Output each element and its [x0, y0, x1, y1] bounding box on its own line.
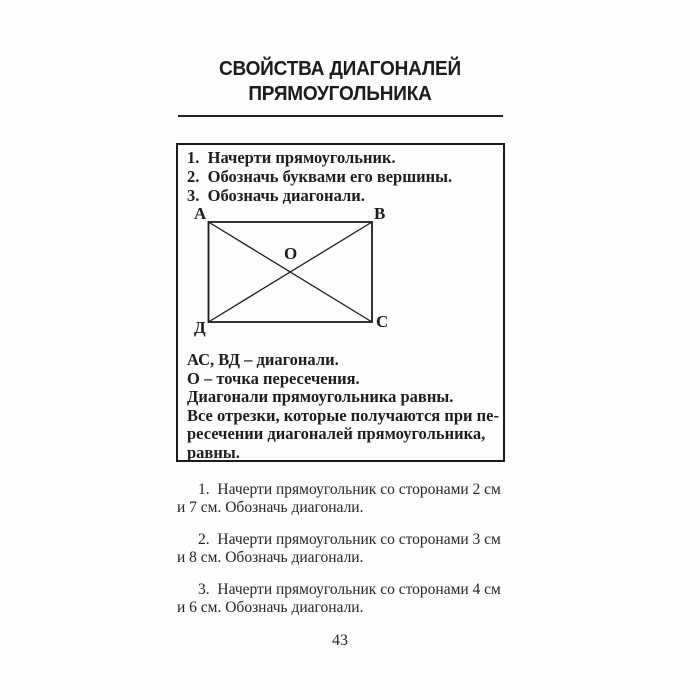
exercises-list	[177, 481, 517, 631]
step-item: 3. Обозначь диагонали.	[187, 186, 365, 205]
exercise-item-1	[177, 481, 517, 516]
page-title-line-1: СВОЙСТВА ДИАГОНАЛЕЙ	[219, 58, 461, 80]
statement-line: О – точка пересечения.	[187, 368, 360, 388]
statement-line: АС, ВД – диагонали.	[187, 350, 339, 369]
page-number: 43	[332, 632, 348, 649]
properties-box	[176, 143, 505, 462]
statement-line: Все отрезки, которые получаются при пе-	[187, 405, 499, 425]
exercise-line: 3. Начерти прямоугольник со сторонами 4 см	[198, 581, 501, 598]
page-title	[183, 57, 497, 107]
step-item: 1. Начерти прямоугольник.	[187, 148, 396, 167]
page-title-line-2: ПРЯМОУГОЛЬНИКА	[248, 83, 432, 105]
exercise-line: и 7 см. Обозначь диагонали.	[177, 498, 364, 516]
exercise-line: и 6 см. Обозначь диагонали.	[177, 598, 364, 616]
exercise-line: 1. Начерти прямоугольник со сторонами 2 см	[198, 481, 501, 498]
vertex-label-a: А	[194, 204, 207, 223]
steps-list	[187, 148, 452, 205]
exercise-line: и 8 см. Обозначь диагонали.	[177, 548, 364, 566]
statements-block	[187, 351, 499, 462]
statement-line: ресечении диагоналей прямоугольника,	[187, 424, 486, 443]
exercise-line: 2. Начерти прямоугольник со сторонами 3 см	[198, 531, 501, 548]
step-item: 2. Обозначь буквами его вершины.	[187, 167, 453, 186]
title-underline	[178, 115, 503, 117]
vertex-label-c: С	[376, 312, 389, 331]
vertex-label-b: В	[374, 204, 386, 223]
statement-line: равны.	[187, 442, 240, 462]
exercise-item-3	[177, 581, 517, 616]
rectangle-diagram	[178, 200, 503, 352]
statement-line: Диагонали прямоугольника равны.	[187, 387, 454, 406]
exercise-item-2	[177, 531, 517, 566]
intersection-label-o: О	[284, 244, 298, 263]
vertex-label-d: Д	[194, 318, 206, 337]
